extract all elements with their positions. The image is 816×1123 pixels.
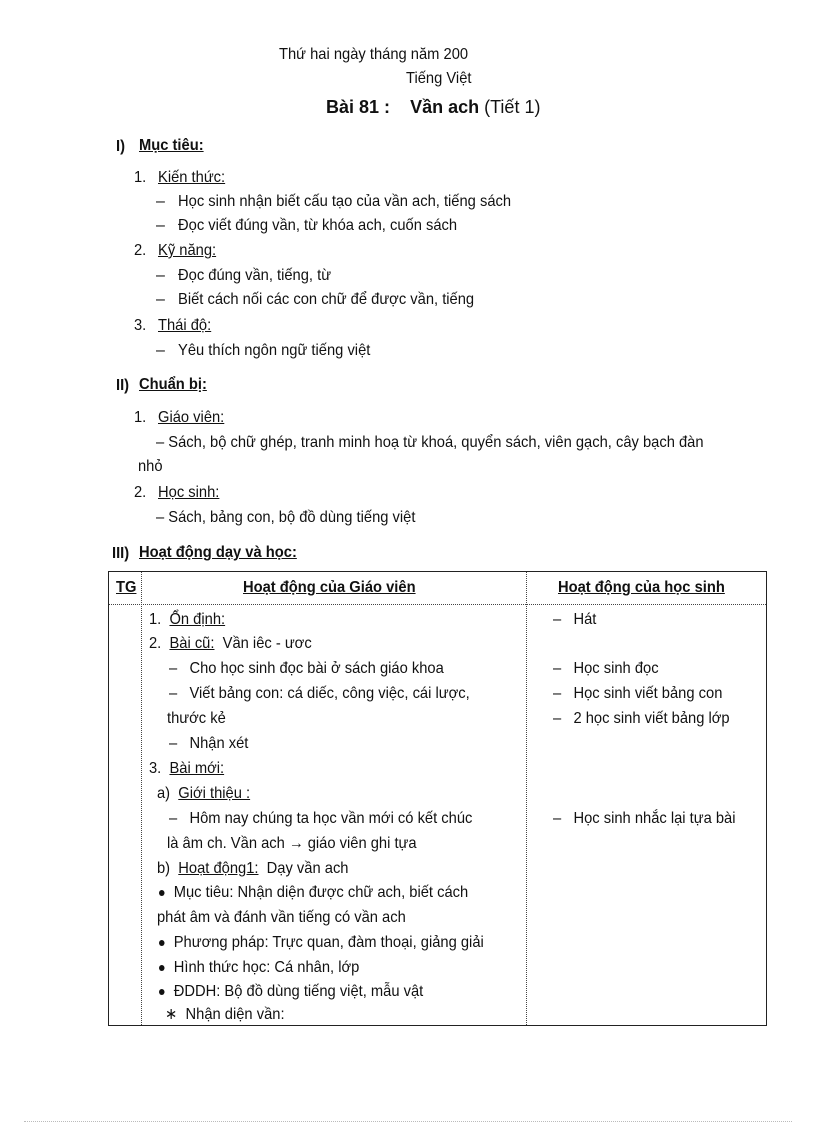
s2-item1-line2: nhỏ — [138, 458, 163, 475]
s2-item2-num: 2. — [134, 484, 147, 501]
student-line: – Học sinh nhắc lại tựa bài — [553, 810, 736, 827]
teacher-line: b) Hoạt động1: Dạy vần ach — [157, 860, 349, 877]
s1-item1-bullet1: Học sinh nhận biết cấu tạo của vần ach, tiếng sách — [178, 193, 512, 210]
s1-item1-label: Kiến thức: — [158, 169, 226, 186]
dash-mark: – — [156, 267, 165, 284]
activity-table — [108, 571, 767, 1026]
subject-title: Tiếng Việt — [406, 70, 472, 87]
student-line: – 2 học sinh viết bảng lớp — [553, 710, 730, 727]
s2-item2-line1: – Sách, bảng con, bộ đồ dùng tiếng việt — [156, 509, 416, 526]
dash-mark: – — [156, 291, 165, 308]
teacher-line: – Hôm nay chúng ta học vần mới có kết chúc — [169, 810, 473, 827]
teacher-line: ĐDDH: Bộ đồ dùng tiếng việt, mẫu vật — [159, 982, 423, 1002]
bullet-dot — [159, 940, 165, 946]
s2-item2-label: Học sinh: — [158, 484, 220, 501]
bullet-dot — [159, 965, 165, 971]
lesson-prefix: Bài 81 : — [326, 97, 391, 117]
section3-num: III) — [112, 545, 130, 562]
s1-item2-num: 2. — [134, 242, 147, 259]
teacher-line: 1. Ổn định: — [149, 611, 226, 628]
teacher-line: a) Giới thiệu : — [157, 785, 251, 802]
teacher-line: 2. Bài cũ: Vần iêc - ươc — [149, 635, 312, 652]
s2-item1-num: 1. — [134, 409, 147, 426]
table-header-tg: TG — [116, 579, 137, 596]
table-header-teacher: Hoạt động của Giáo viên — [243, 579, 416, 596]
dash-mark: – — [156, 217, 165, 234]
s1-item3-num: 3. — [134, 317, 147, 334]
s1-item3-label: Thái độ: — [158, 317, 212, 334]
dash-mark: – — [156, 342, 165, 359]
section2-title: Chuẩn bị: — [139, 376, 207, 393]
teacher-line: ∗ Nhận diện vần: — [165, 1006, 285, 1023]
s1-item1-bullet2: Đọc viết đúng vần, từ khóa ach, cuốn sách — [178, 217, 458, 234]
s1-item1-num: 1. — [134, 169, 147, 186]
student-line: – Học sinh đọc — [553, 660, 659, 677]
teacher-line: Mục tiêu: Nhận diện được chữ ach, biết cách — [159, 883, 468, 903]
bullet-dot — [159, 989, 165, 995]
date-line: Thứ hai ngày tháng năm 200 — [279, 46, 469, 63]
s1-item2-label: Kỹ năng: — [158, 242, 217, 259]
student-line: – Hát — [553, 611, 597, 628]
lesson-part: (Tiết 1) — [484, 97, 541, 117]
section1-num: I) — [116, 138, 125, 155]
s2-item1-line1: – Sách, bộ chữ ghép, tranh minh hoạ từ khoá, quyển sách, viên gạch, cây bạch đàn — [156, 434, 704, 451]
teacher-line: – Nhận xét — [169, 735, 249, 752]
section1-title: Mục tiêu: — [139, 137, 204, 154]
lesson-name: Vần ach — [410, 97, 480, 117]
s1-item2-bullet2: Biết cách nối các con chữ để được vần, tiếng — [178, 291, 475, 308]
teacher-line: 3. Bài mới: — [149, 760, 225, 777]
table-header-student: Hoạt động của học sinh — [558, 579, 725, 596]
teacher-line: là âm ch. Vần ach → giáo viên ghi tựa — [167, 835, 417, 852]
lesson-title — [326, 97, 540, 118]
student-line: – Học sinh viết bảng con — [553, 685, 723, 702]
bullet-dot — [159, 890, 165, 896]
teacher-line: – Viết bảng con: cá diếc, công việc, cái lược, — [169, 685, 470, 702]
section3-title: Hoạt động dạy và học: — [139, 544, 297, 561]
teacher-line: Hình thức học: Cá nhân, lớp — [159, 958, 359, 978]
teacher-line: phát âm và đánh vần tiếng có vần ach — [157, 909, 406, 926]
page-bottom-divider — [24, 1121, 792, 1122]
s1-item2-bullet1: Đọc đúng vần, tiếng, từ — [178, 267, 332, 284]
asterisk-icon: ∗ — [165, 1006, 178, 1023]
dash-mark: – — [156, 193, 165, 210]
teacher-line: – Cho học sinh đọc bài ở sách giáo khoa — [169, 660, 444, 677]
s2-item1-label: Giáo viên: — [158, 409, 225, 426]
teacher-line: thước kẻ — [167, 710, 226, 727]
s1-item3-bullet1: Yêu thích ngôn ngữ tiếng việt — [178, 342, 371, 359]
teacher-line: Phương pháp: Trực quan, đàm thoại, giảng giải — [159, 933, 484, 953]
section2-num: II) — [116, 377, 130, 394]
